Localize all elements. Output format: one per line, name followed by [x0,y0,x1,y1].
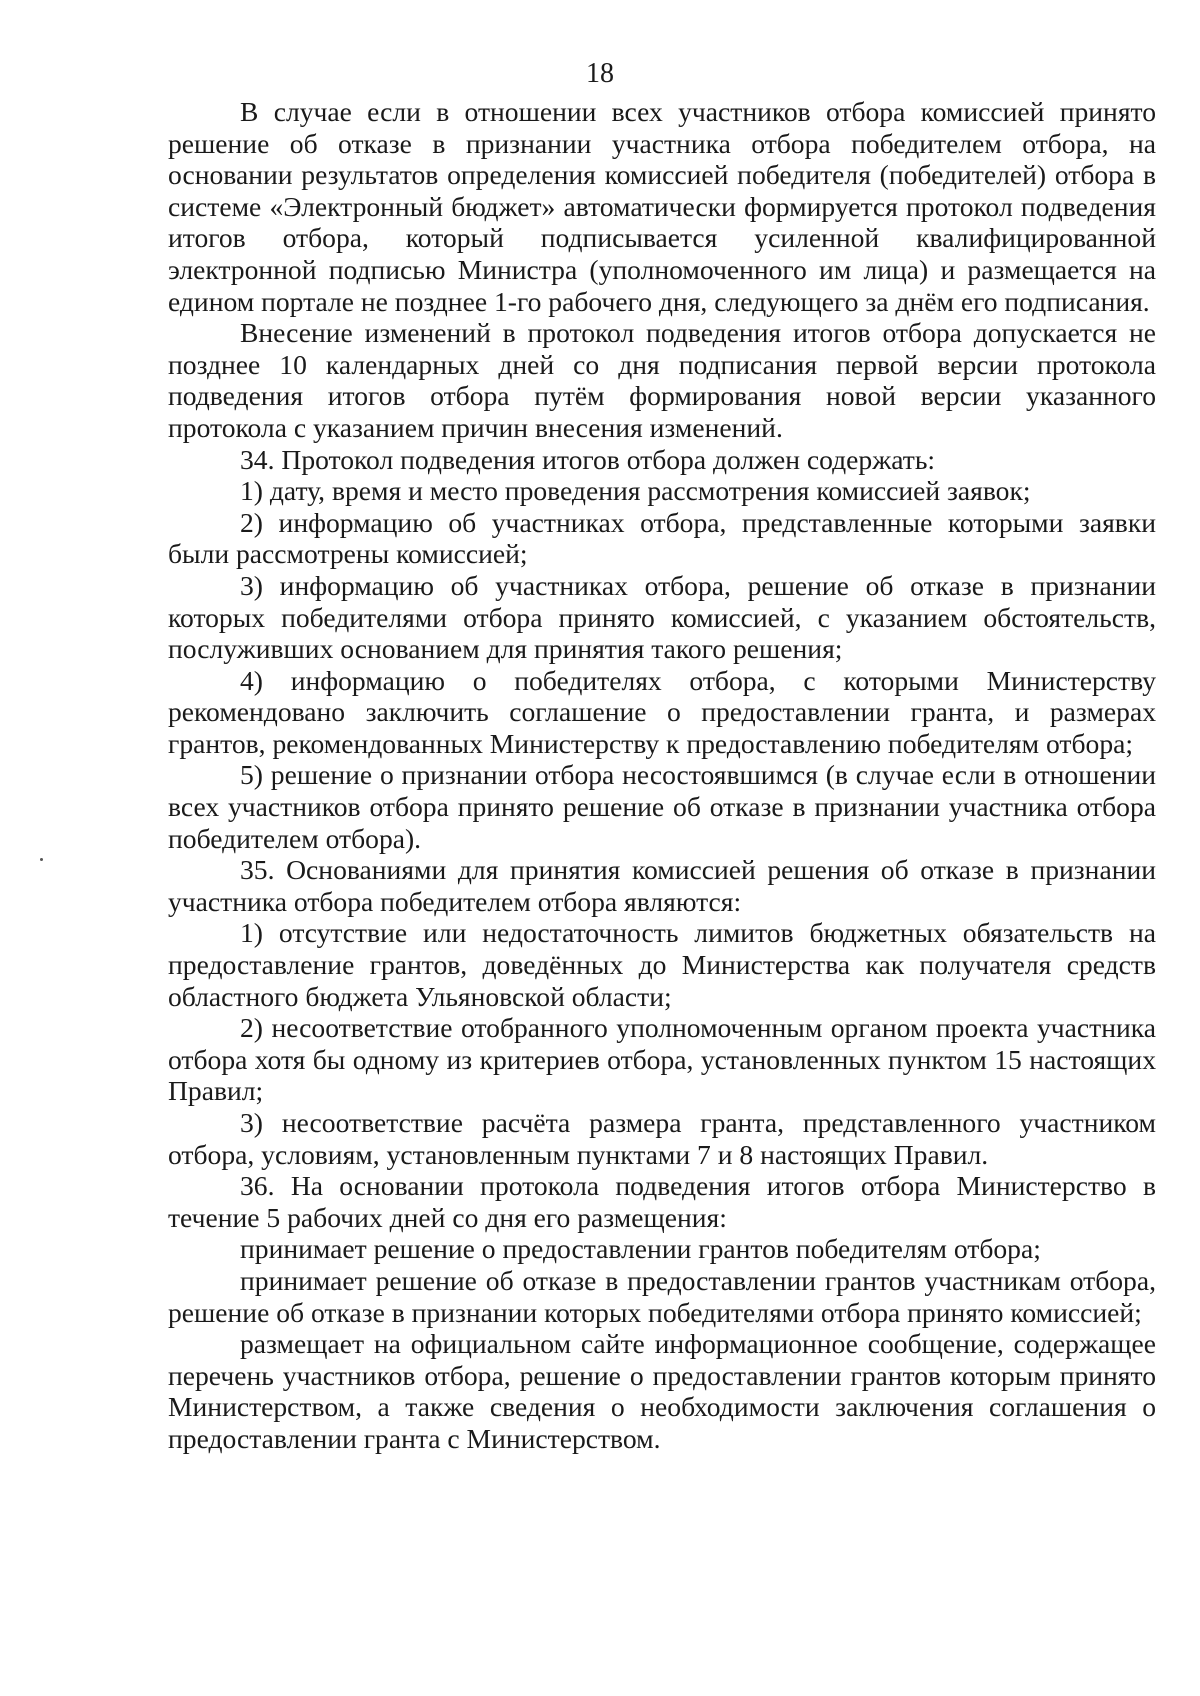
document-body [168,96,1156,1455]
paragraph: 2) несоответствие отобранного уполномоченным органом проекта участника отбора хотя бы одному из критериев отбора, установленных пунктом 15 настоящих Правил; [168,1012,1156,1107]
paragraph: 36. На основании протокола подведения итогов отбора Министерство в течение 5 рабочих дней со дня его размещения: [168,1170,1156,1233]
paragraph: принимает решение о предоставлении грантов победителям отбора; [240,1233,1041,1265]
paragraph: 34. Протокол подведения итогов отбора должен содержать: [240,443,936,475]
paragraph: размещает на официальном сайте информационное сообщение, содержащее перечень участников отбора, решение о предоставлении грантов которым принято Министерством, а также сведения о необходимости заключения соглашения о предоставлении гранта с Министерством. [168,1328,1156,1454]
paragraph: 4) информацию о победителях отбора, с которыми Министерству рекомендовано заключить соглашение о предоставлении гранта, и размерах грантов, рекомендованных Министерству к предоставлению победителям отбора; [168,664,1156,759]
paragraph: 3) информацию об участниках отбора, решение об отказе в признании которых победителями отбора принято комиссией, с указанием обстоятельств, послуживших основанием для принятия такого решения; [168,569,1156,665]
paragraph: 3) несоответствие расчёта размера гранта, представленного участником отбора, условиям, установленным пунктами 7 и 8 настоящих Правил. [168,1107,1156,1170]
page-number: 18 [586,58,614,89]
paragraph: 1) дату, время и место проведения рассмотрения комиссией заявок; [240,475,1031,507]
paragraph: принимает решение об отказе в предоставлении грантов участникам отбора, решение об отказе в признании которых победителями отбора принято комиссией; [168,1264,1156,1328]
paragraph: 5) решение о признании отбора несостоявшимся (в случае если в отношении всех участников отбора принято решение об отказе в признании участника отбора победителем отбора). [168,759,1156,854]
scan-speck [40,858,43,861]
paragraph: Внесение изменений в протокол подведения итогов отбора допускается не позднее 10 календарных дней со дня подписания первой версии протокола подведения итогов отбора путём формирования новой версии указанного протокола с указанием причин внесения изменений. [168,317,1156,443]
paragraph: 1) отсутствие или недостаточность лимитов бюджетных обязательств на предоставление грантов, доведённых до Министерства как получателя средств областного бюджета Ульяновской области; [168,917,1156,1012]
paragraph: 2) информацию об участниках отбора, представленные которыми заявки были рассмотрены комиссией; [168,506,1156,570]
paragraph: В случае если в отношении всех участников отбора комиссией принято решение об отказе в признании участника отбора победителем отбора, на основании результатов определения комиссией победителя (победителей) отбора в системе «Электронный бюджет» автоматически формируется протокол подведения итогов отбора, который подписывается усиленной квалифицированной электронной подписью Министра (уполномоченного им лица) и размещается на едином портале не позднее 1-го рабочего дня, следующего за днём его подписания. [168,96,1156,317]
paragraph: 35. Основаниями для принятия комиссией решения об отказе в признании участника отбора победителем отбора являются: [168,854,1156,917]
